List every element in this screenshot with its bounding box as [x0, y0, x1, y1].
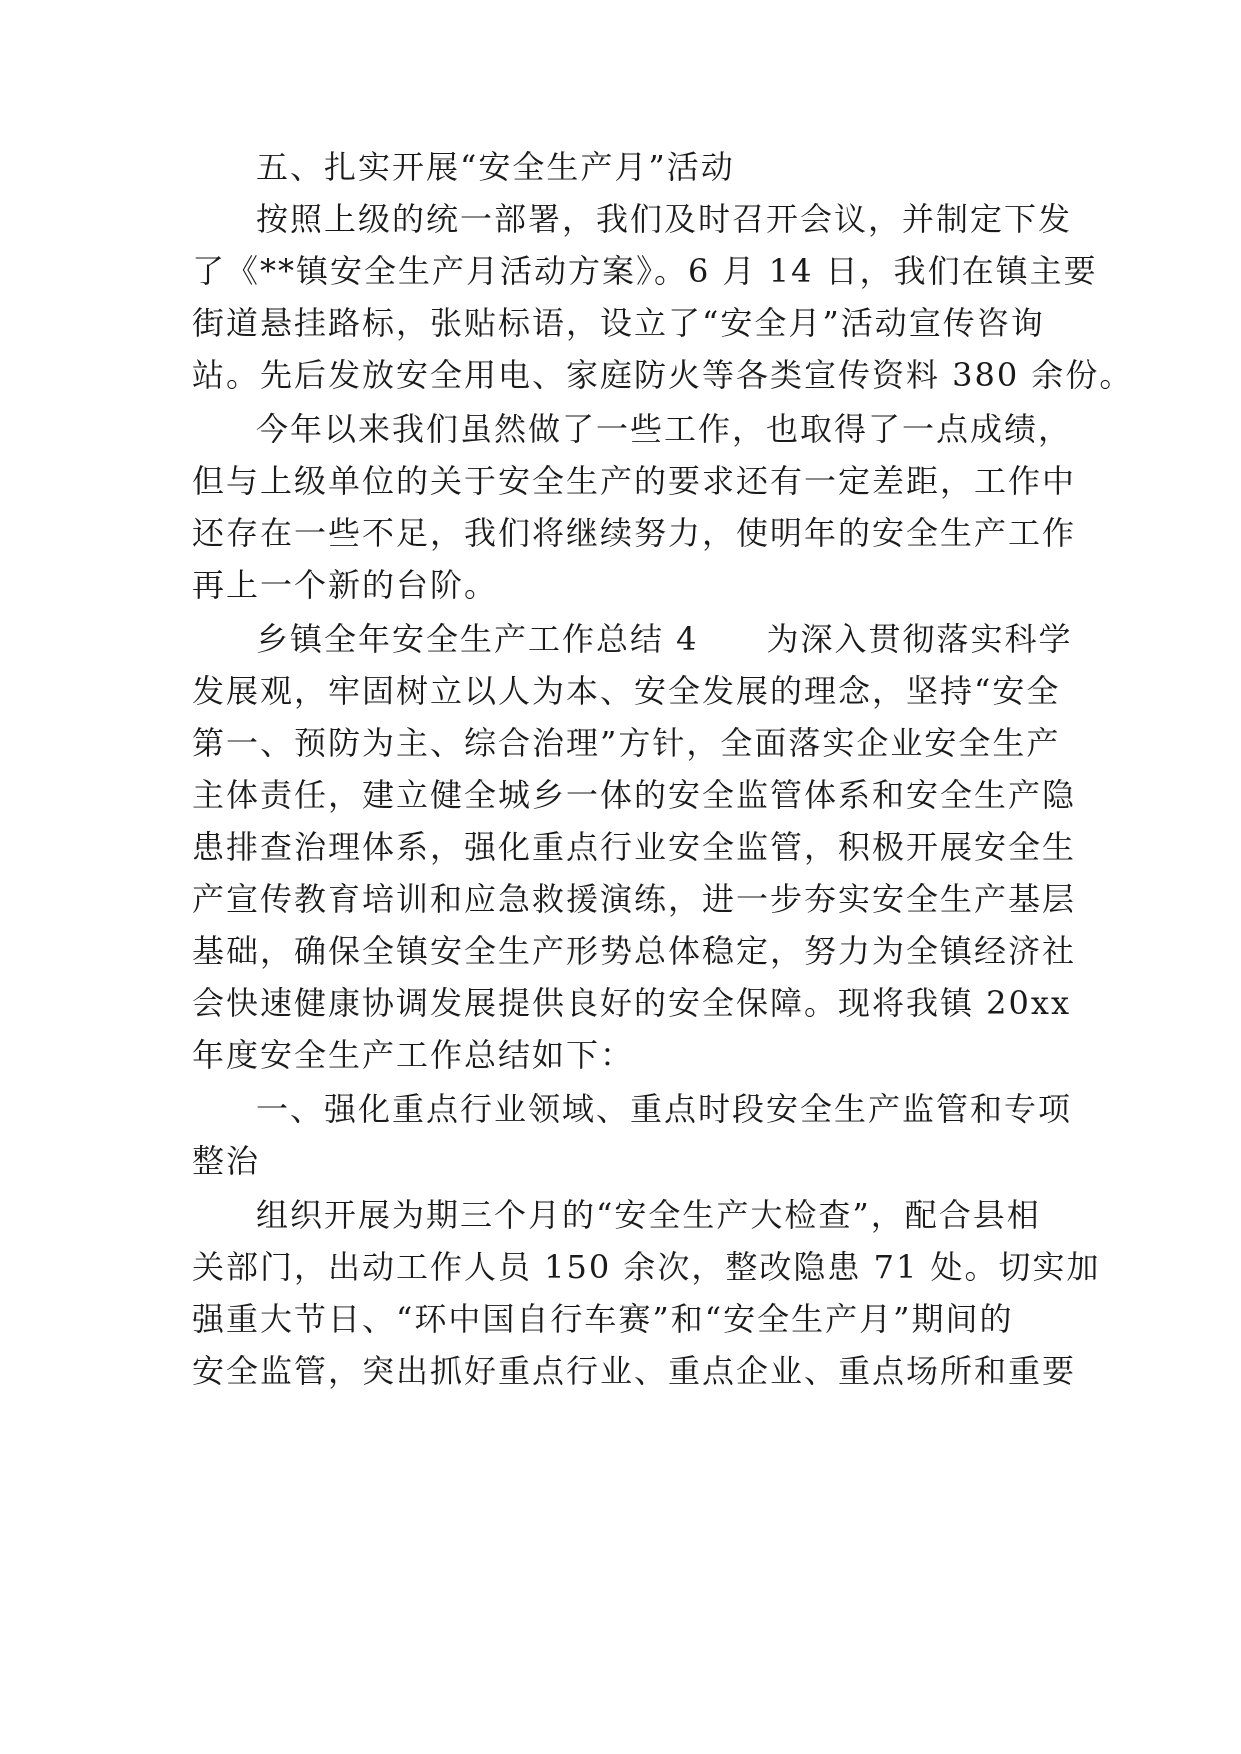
paragraph-line: 安全监管，突出抓好重点行业、重点企业、重点场所和重要	[192, 1352, 1077, 1390]
paragraph-line: 产宣传教育培训和应急救援演练，进一步夯实安全生产基层	[192, 880, 1077, 918]
paragraph-line: 今年以来我们虽然做了一些工作，也取得了一点成绩，	[256, 410, 1073, 448]
section-heading-one: 一、强化重点行业领域、重点时段安全生产监管和专项	[256, 1090, 1073, 1128]
section-heading-one-cont: 整治	[192, 1142, 261, 1180]
paragraph-line: 会快速健康协调发展提供良好的安全保障。现将我镇 20xx	[192, 984, 1071, 1022]
paragraph-line: 了《**镇安全生产月活动方案》。6 月 14 日，我们在镇主要	[192, 252, 1098, 290]
paragraph-line: 基础，确保全镇安全生产形势总体稳定，努力为全镇经济社	[192, 932, 1077, 970]
paragraph-line: 关部门，出动工作人员 150 余次，整改隐患 71 处。切实加	[192, 1248, 1101, 1286]
paragraph-line: 站。先后发放安全用电、家庭防火等各类宣传资料 380 余份。	[192, 356, 1134, 394]
paragraph-line: 组织开展为期三个月的“安全生产大检查”，配合县相	[256, 1196, 1041, 1234]
paragraph-line: 街道悬挂路标，张贴标语，设立了“安全月”活动宣传咨询	[192, 304, 1045, 342]
paragraph-line: 再上一个新的台阶。	[192, 566, 499, 604]
summary-title-line: 乡镇全年安全生产工作总结 4 为深入贯彻落实科学	[256, 620, 1073, 658]
paragraph-line: 但与上级单位的关于安全生产的要求还有一定差距，工作中	[192, 462, 1077, 500]
paragraph-line: 第一、预防为主、综合治理”方针，全面落实企业安全生产	[192, 724, 1061, 762]
section-heading-five: 五、扎实开展“安全生产月”活动	[256, 148, 735, 186]
paragraph-line: 按照上级的统一部署，我们及时召开会议，并制定下发	[256, 200, 1073, 238]
paragraph-line: 强重大节日、“环中国自行车赛”和“安全生产月”期间的	[192, 1300, 1014, 1338]
paragraph-line: 患排查治理体系，强化重点行业安全监管，积极开展安全生	[192, 828, 1077, 866]
paragraph-line: 还存在一些不足，我们将继续努力，使明年的安全生产工作	[192, 514, 1077, 552]
paragraph-line: 年度安全生产工作总结如下：	[192, 1036, 635, 1074]
paragraph-line: 主体责任，建立健全城乡一体的安全监管体系和安全生产隐	[192, 776, 1077, 814]
paragraph-line: 发展观，牢固树立以人为本、安全发展的理念，坚持“安全	[192, 672, 1061, 710]
